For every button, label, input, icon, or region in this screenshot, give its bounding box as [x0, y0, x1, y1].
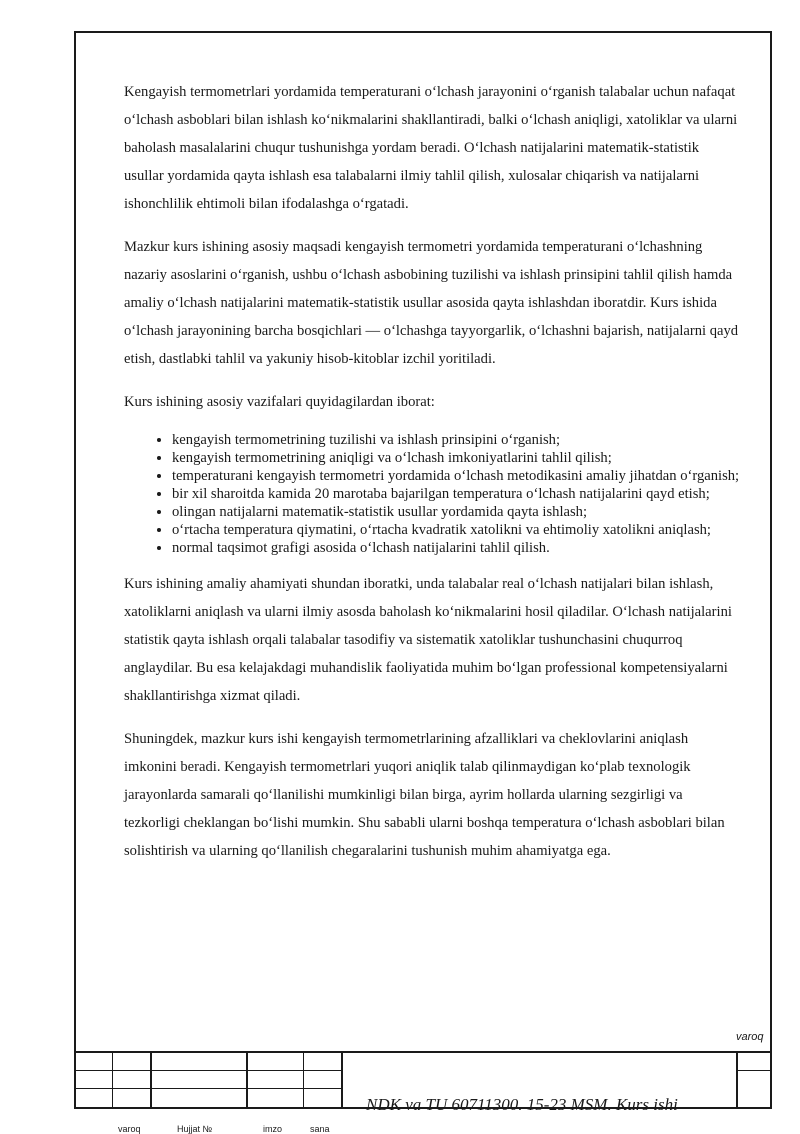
tasks-list: [124, 431, 742, 557]
list-item: • kengayish termometrining aniqligi va oʻlchash imkoniyatlarini tahlil qilish;: [172, 449, 742, 467]
column-label-date: sana: [310, 1124, 330, 1134]
sheet-label: varoq: [736, 1031, 764, 1043]
list-item: • kengayish termometrining tuzilishi va ishlash prinsipini oʻrganish;: [172, 431, 742, 449]
tasks-intro: Kurs ishining asosiy vazifalari quyidagilardan iborat:: [124, 394, 435, 410]
list-item: • oʻrtacha temperatura qiymatini, oʻrtacha kvadratik xatolikni va ehtimoliy xatolikni aniqlash;: [172, 521, 742, 539]
paragraph-conclusion: Shuningdek, mazkur kurs ishi kengayish termometrlarining afzalliklari va cheklovlarini aniqlash imkonini beradi. Kengayish termometrlari yuqori aniqlik talab qilinmaydigan koʻplab texnologik jarayonlarda samarali qoʻllanilishi mumkinligi bilan birga, ayrim hollarda ularning sezgirligi va tezkorligi cheklangan boʻlishi mumkin. Shu sababli ularni boshqa temperatura oʻlchash asboblari bilan solishtirish va ularning qoʻllanilish chegaralarini tushunish muhim ahamiyatga ega.: [124, 731, 725, 859]
column-label-sheet: varoq: [118, 1124, 141, 1134]
paragraph-intro: Kengayish termometrlari yordamida temperaturani oʻlchash jarayonini oʻrganish talabalar uchun nafaqat oʻlchash asboblari bilan ishlash koʻnikmalarini shakllantiradi, balki oʻlchash aniqligi, xatoliklar va ularni baholash masalalarini chuqur tushunishga yordam beradi. Oʻlchash natijalarini matematik-statistik usullar yordamida qayta ishlash esa talabalarni ilmiy tahlil qilish, xulosalar chiqarish va natijalarni ishonchlilik ehtimoli bilan ifodalashga oʻrgatadi.: [124, 84, 738, 212]
list-item: • olingan natijalarni matematik-statistik usullar yordamida qayta ishlash;: [172, 503, 742, 521]
list-item: • temperaturani kengayish termometri yordamida oʻlchash metodikasini amaliy jihatdan oʻrganish;: [172, 467, 742, 485]
paragraph-goal: Mazkur kurs ishining asosiy maqsadi kengayish termometri yordamida temperaturani oʻlchashning nazariy asoslarini oʻrganish, ushbu oʻlchash asbobining tuzilishi va ishlash prinsipini tahlil qilish hamda amaliy oʻlchash natijalarini matematik-statistik usullar asosida qayta ishlashdan iboratdir. Kurs ishida oʻlchash jarayonining barcha bosqichlari — oʻlchashga tayyorgarlik, oʻlchashni bajarish, natijalarni qayd etish, dastlabki tahlil va yakuniy hisob-kitoblar izchil yoritiladi.: [124, 239, 739, 367]
column-label-signature: imzo: [263, 1124, 283, 1134]
column-label-doc-number: Hujjat №: [177, 1124, 213, 1134]
paragraph-practical: Kurs ishining amaliy ahamiyati shundan iboratki, unda talabalar real oʻlchash natijalari bilan ishlash, xatoliklarni aniqlash va ularni ilmiy asosda baholash koʻnikmalarini hosil qiladilar. Oʻlchash natijalarini statistik qayta ishlash orqali talabalar tasodifiy va sistematik xatoliklar tushunchasini chuqurroq anglaydilar. Bu esa kelajakdagi muhandislik faoliyatida muhim boʻlgan professional kompetensiyalarni shakllantirishga xizmat qiladi.: [124, 576, 732, 704]
document-title: NDK va TU 60711300. 15-23 MSM. Kurs ishi: [366, 1095, 678, 1114]
list-item: • normal taqsimot grafigi asosida oʻlchash natijalarini tahlil qilish.: [172, 539, 742, 557]
document-body: [124, 78, 742, 880]
list-item: • bir xil sharoitda kamida 20 marotaba bajarilgan temperatura oʻlchash natijalarini qayd etish;: [172, 485, 742, 503]
